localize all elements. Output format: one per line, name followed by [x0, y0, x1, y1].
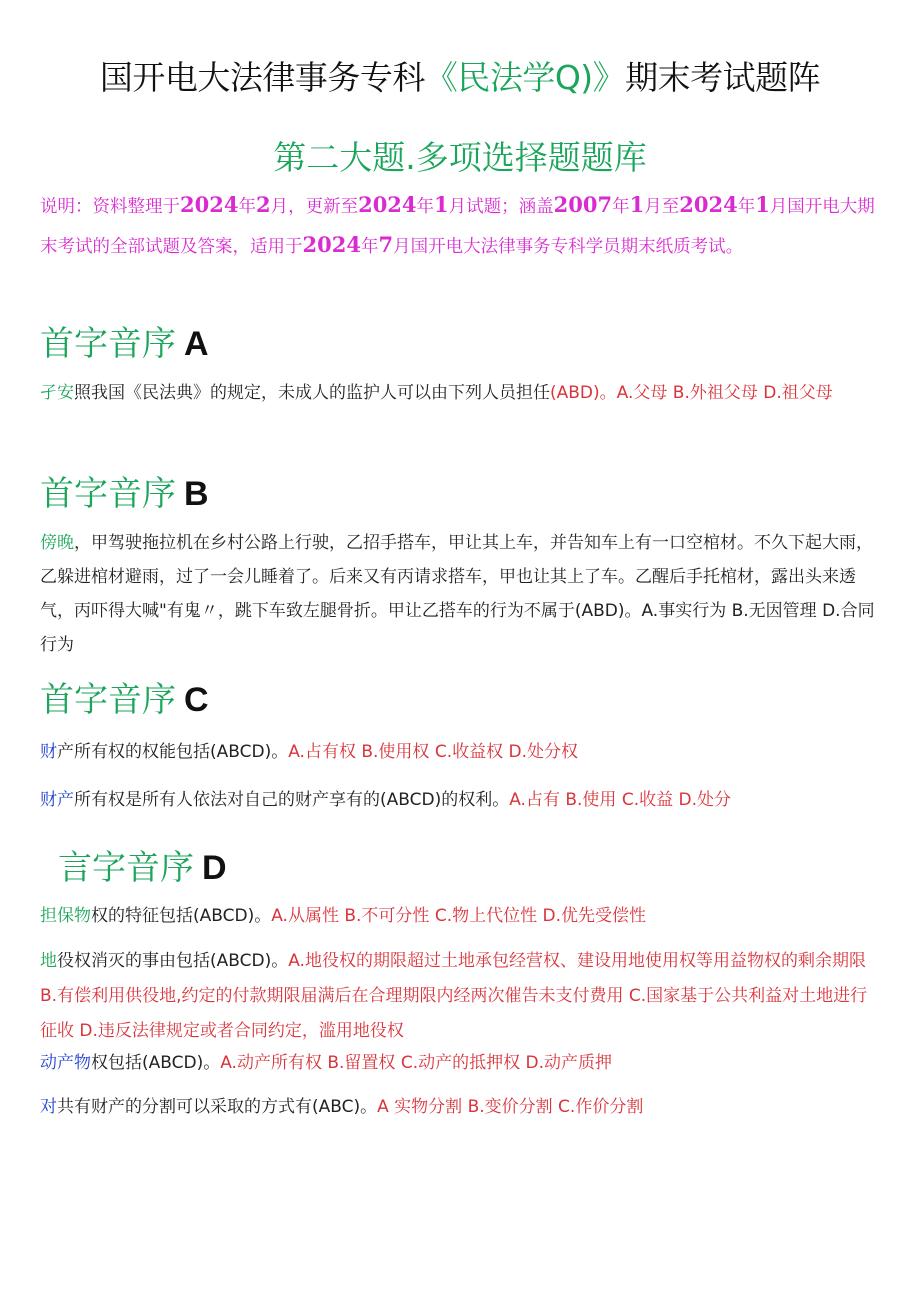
question-answer: A.占有 B.使用 C.收益 D.处分 — [509, 790, 731, 810]
question-item — [40, 785, 884, 815]
intro-text: 年 — [360, 237, 379, 257]
section-letter: A — [184, 325, 209, 363]
title-text-before: 国开电大法律事务专科 — [99, 58, 425, 97]
intro-text: 月国开电大法律事务专科学员期末纸质考试。 — [393, 237, 744, 257]
intro-text: 年 — [612, 197, 630, 217]
question-answer: A.地役权的期限超过土地承包经营权、建设用地使用权等用益物权的剩余期限 B.有偿利用供役地,约定的付款期限届满后在合理期限内经两次催告未支付费用 C.国家基于公共利益对土地进行征收 D.违反法律规定或者合同约定，滥用地役权 — [40, 951, 868, 1041]
question-text: 产所有权的权能包括(ABCD)。 — [57, 742, 289, 762]
intro-text: 月国开电大期末考试的全部试题及答案，适用于 — [40, 197, 875, 257]
section-heading-d — [58, 840, 227, 889]
question-text: 照我国《民法典》的规定，未成人的监护人可以由下列人员担任 — [74, 383, 550, 403]
question-lead: 地 — [40, 951, 57, 971]
question-lead: 孑安 — [40, 383, 74, 403]
section-label: 首字音序 — [40, 474, 176, 514]
intro-number: 2024 — [180, 192, 239, 217]
question-lead: 动产物 — [40, 1053, 91, 1073]
question-answer: A.占有权 B.使用权 C.收益权 D.处分权 — [288, 742, 578, 762]
section-heading-c — [40, 672, 209, 721]
intro-number: 2 — [255, 192, 271, 217]
section-heading-a — [40, 316, 209, 365]
intro-text: 年 — [416, 197, 435, 217]
question-lead: 担保物 — [40, 906, 91, 926]
section-label: 首字音序 — [40, 324, 176, 364]
question-text: 共有财产的分割可以采取的方式有(ABC)。 — [57, 1097, 378, 1117]
question-item — [40, 1092, 884, 1122]
question-item — [40, 526, 884, 662]
question-text: 权的特征包括(ABCD)。 — [91, 906, 272, 926]
section-letter: C — [184, 681, 209, 719]
question-lead: 财 — [40, 742, 57, 762]
question-answer: (ABD)。A.父母 B.外祖父母 D.祖父母 — [550, 383, 833, 403]
question-text: 所有权是所有人依法对自己的财产享有的(ABCD)的权利。 — [74, 790, 510, 810]
intro-number: 1 — [434, 192, 449, 217]
question-text: 权包括(ABCD)。 — [91, 1053, 221, 1073]
section-label: 首字音序 — [40, 680, 176, 720]
intro-number: 2024 — [358, 192, 417, 217]
title-course-name: 《民法学Q)》 — [424, 58, 626, 97]
question-answer: A.动产所有权 B.留置权 C.动产的抵押权 D.动产质押 — [220, 1053, 612, 1073]
section-subtitle: 第二大题.多项选择题题库 — [273, 138, 647, 177]
section-heading-b — [40, 466, 209, 515]
question-item — [40, 1048, 884, 1078]
intro-number: 2007 — [553, 192, 613, 217]
question-answer: A 实物分割 B.变价分割 C.作价分割 — [377, 1097, 644, 1117]
question-text: ，甲驾驶拖拉机在乡村公路上行驶，乙招手搭车，甲让其上车，并告知车上有一口空棺材。不久下起大雨，乙躲进棺材避雨，过了一会儿睡着了。后来又有丙请求搭车，甲也让其上了车。乙醒后手托棺材，露出头来透气，丙吓得大喊"有鬼〃，跳下车致左腿骨折。甲让乙搭车的行为不属于(ABD)。 — [40, 533, 873, 621]
intro-number: 2024 — [679, 192, 738, 217]
question-item — [40, 737, 884, 767]
question-lead: 对 — [40, 1097, 57, 1117]
intro-text: 月至 — [644, 197, 680, 217]
document-title — [0, 52, 920, 99]
question-lead: 傍晚 — [40, 533, 74, 553]
intro-text: 月，更新至 — [270, 197, 359, 217]
intro-note — [40, 186, 886, 266]
intro-text: 年 — [737, 197, 756, 217]
question-item — [40, 944, 884, 1049]
intro-text: 月试题；涵盖 — [448, 197, 554, 217]
question-item — [40, 378, 884, 408]
question-lead: 财产 — [40, 790, 74, 810]
intro-text: 年 — [238, 197, 256, 217]
intro-number: 7 — [378, 232, 394, 257]
intro-text: 说明：资料整理于 — [40, 197, 180, 217]
section-letter: B — [184, 475, 209, 513]
title-text-after: 期末考试题阵 — [625, 58, 821, 97]
question-answer: A.从属性 B.不可分性 C.物上代位性 D.优先受偿性 — [271, 906, 646, 926]
intro-number: 2024 — [302, 232, 361, 257]
intro-number: 1 — [755, 192, 770, 217]
question-text: 役权消灭的事由包括(ABCD)。 — [57, 951, 289, 971]
question-answer: A.事实行为 B.无因管理 D.合同行为 — [40, 601, 875, 655]
question-item — [40, 901, 884, 931]
section-letter: D — [202, 849, 227, 887]
section-label: 言字音序 — [58, 848, 194, 888]
intro-number: 1 — [629, 192, 645, 217]
